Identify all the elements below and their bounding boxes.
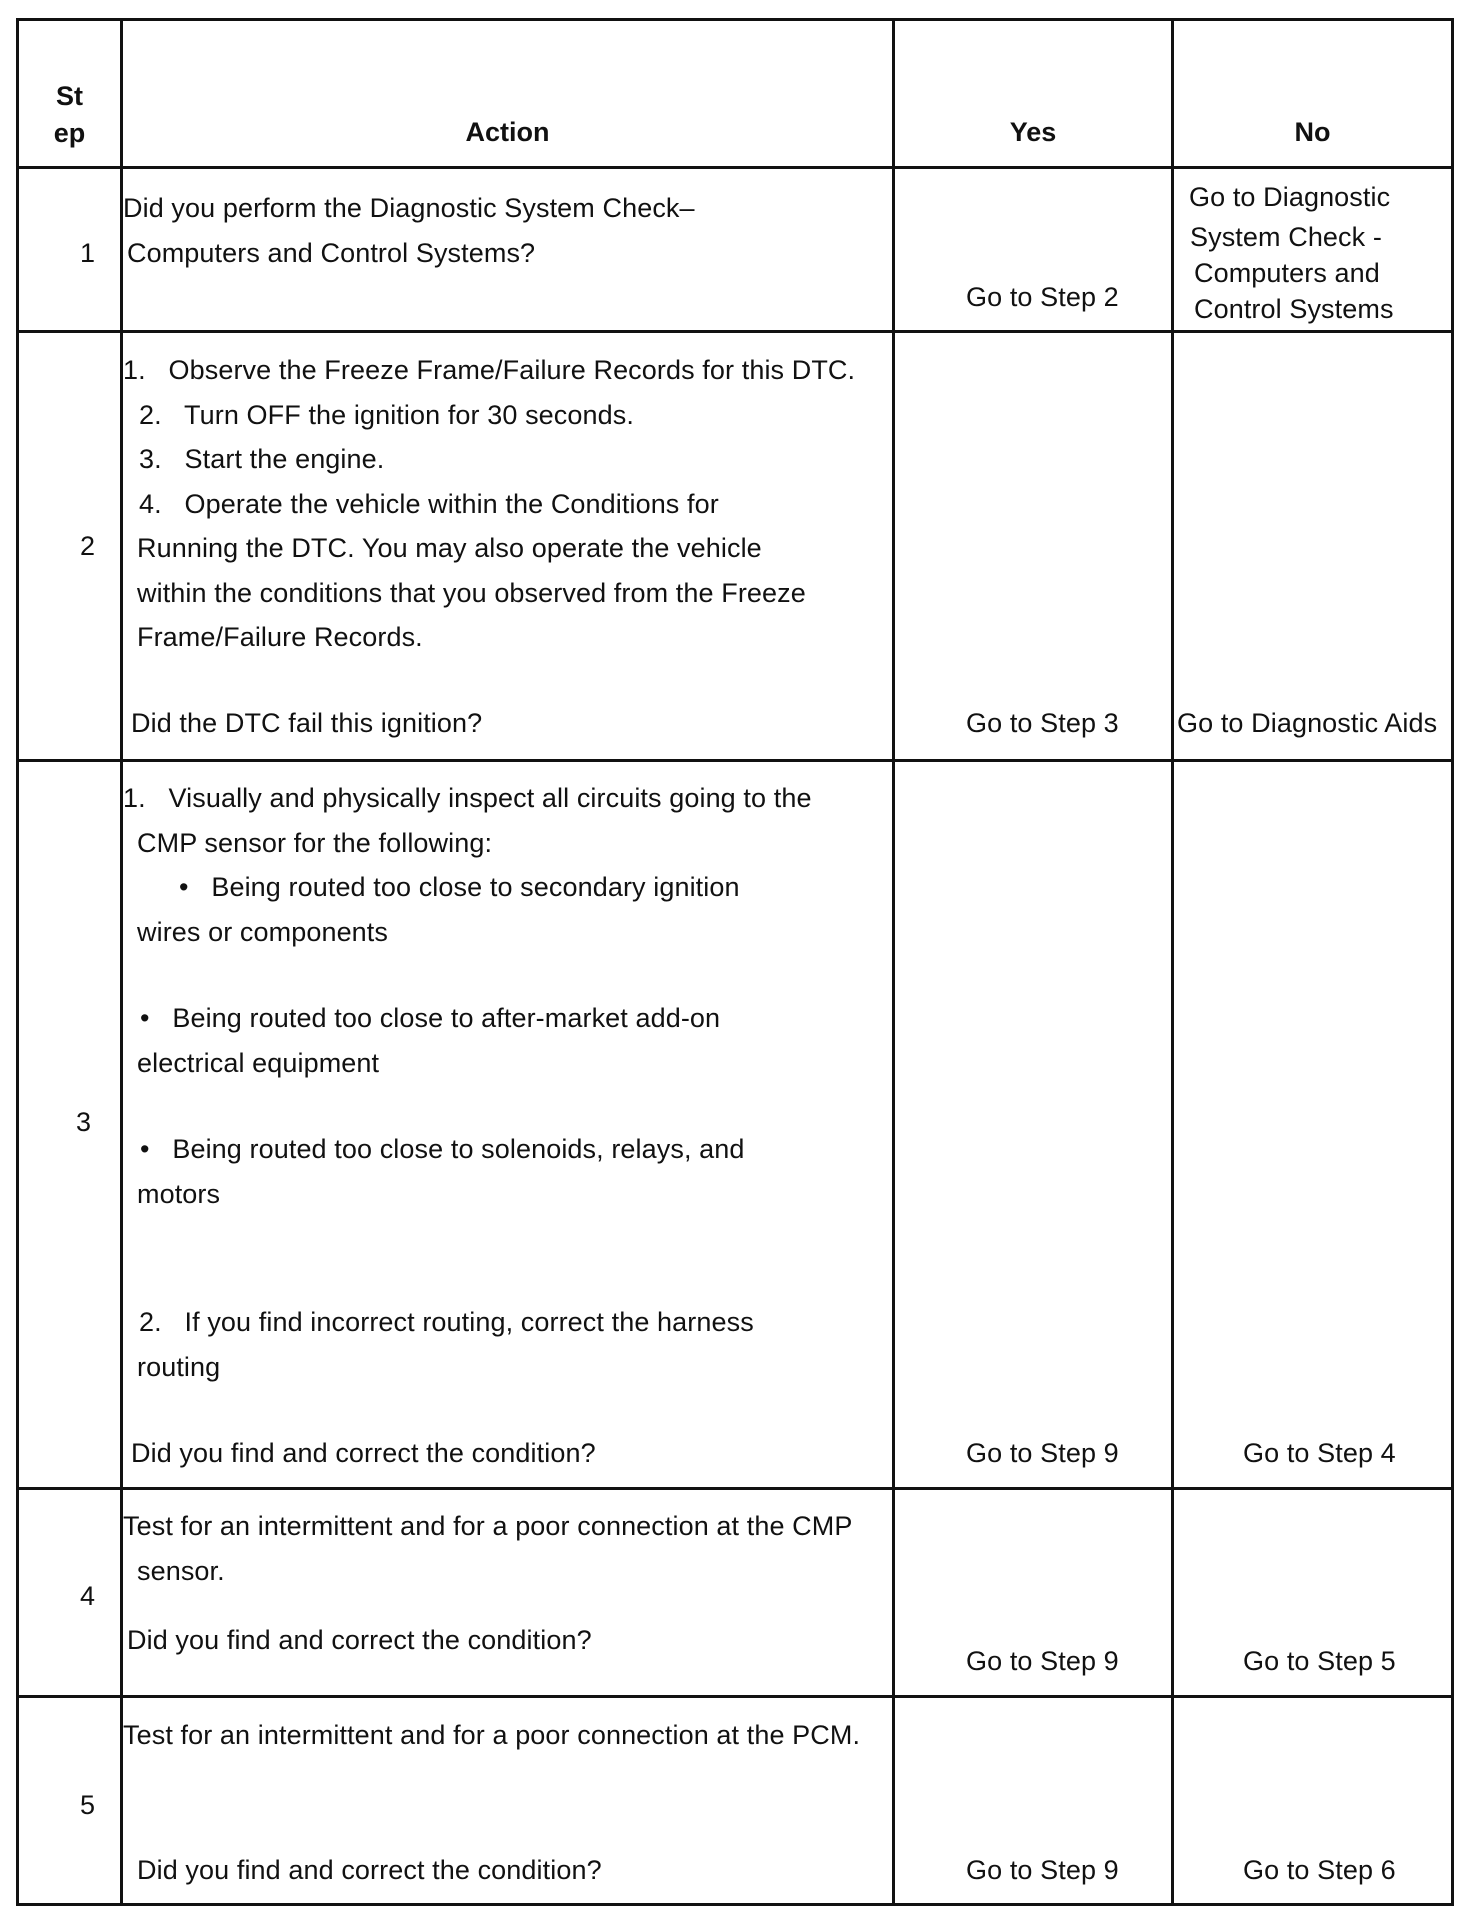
action-line: Computers and Control Systems? xyxy=(127,238,536,268)
no-result-line: System Check - xyxy=(1190,222,1382,252)
yes-result: Go to Step 2 xyxy=(966,282,1119,312)
action-line: within the conditions that you observed from the Freeze xyxy=(137,578,806,608)
no-result-line: Go to Diagnostic xyxy=(1189,182,1391,212)
yes-result: Go to Step 9 xyxy=(966,1855,1119,1885)
action-question: Did the DTC fail this ignition? xyxy=(131,708,483,738)
action-line: 2. If you find incorrect routing, correct the harness xyxy=(139,1307,754,1337)
header-action: Action xyxy=(465,117,550,147)
action-line: Test for an intermittent and for a poor connection at the PCM. xyxy=(123,1720,861,1750)
action-line: 3. Start the engine. xyxy=(139,444,385,474)
step-number: 5 xyxy=(80,1790,96,1820)
action-line: routing xyxy=(137,1352,221,1382)
action-line: wires or components xyxy=(137,917,389,947)
header-step xyxy=(19,78,120,152)
header-step-line1: St xyxy=(56,81,83,111)
step-number: 3 xyxy=(76,1107,92,1137)
action-question: Did you find and correct the condition? xyxy=(127,1625,592,1655)
no-result-line: Control Systems xyxy=(1194,294,1394,324)
step-number: 1 xyxy=(80,238,96,268)
action-line: • Being routed too close to solenoids, relays, and xyxy=(140,1134,745,1164)
action-line: sensor. xyxy=(137,1556,225,1586)
no-result-line: Computers and xyxy=(1194,258,1380,288)
yes-result: Go to Step 9 xyxy=(966,1646,1119,1676)
table-border-left xyxy=(16,18,19,1906)
header-no: No xyxy=(1294,117,1331,147)
no-result: Go to Step 4 xyxy=(1243,1438,1396,1468)
step-number: 4 xyxy=(80,1581,96,1611)
no-result: Go to Step 6 xyxy=(1243,1855,1396,1885)
action-line: Running the DTC. You may also operate the vehicle xyxy=(137,533,762,563)
action-question: Did you find and correct the condition? xyxy=(137,1855,602,1885)
table-border-top xyxy=(16,18,1454,21)
action-line: 2. Turn OFF the ignition for 30 seconds. xyxy=(139,400,634,430)
action-line: 1. Observe the Freeze Frame/Failure Records for this DTC. xyxy=(123,355,856,385)
action-line: Frame/Failure Records. xyxy=(137,622,423,652)
row-divider-1 xyxy=(16,330,1454,333)
header-step-line2: ep xyxy=(53,118,86,148)
action-line: Did you perform the Diagnostic System Check– xyxy=(123,193,695,223)
row-divider-3 xyxy=(16,1487,1454,1490)
action-line: 1. Visually and physically inspect all circuits going to the xyxy=(123,783,812,813)
action-line: • Being routed too close to secondary ignition xyxy=(179,872,740,902)
column-divider-action xyxy=(120,18,123,1906)
step-number: 2 xyxy=(80,531,96,561)
no-result: Go to Diagnostic Aids xyxy=(1177,708,1438,738)
row-divider-header xyxy=(16,166,1454,169)
action-line: electrical equipment xyxy=(137,1048,380,1078)
action-line: • Being routed too close to after-market add-on xyxy=(140,1003,721,1033)
action-line: CMP sensor for the following: xyxy=(137,828,493,858)
row-divider-2 xyxy=(16,759,1454,762)
column-divider-yes xyxy=(892,18,895,1906)
action-line: 4. Operate the vehicle within the Conditions for xyxy=(139,489,719,519)
table-border-bottom xyxy=(16,1903,1454,1906)
action-line: Test for an intermittent and for a poor connection at the CMP xyxy=(123,1511,853,1541)
column-divider-no xyxy=(1171,18,1174,1906)
header-yes: Yes xyxy=(1009,117,1057,147)
action-question: Did you find and correct the condition? xyxy=(131,1438,596,1468)
no-result: Go to Step 5 xyxy=(1243,1646,1396,1676)
yes-result: Go to Step 3 xyxy=(966,708,1119,738)
row-divider-4 xyxy=(16,1695,1454,1698)
table-border-right xyxy=(1451,18,1454,1906)
yes-result: Go to Step 9 xyxy=(966,1438,1119,1468)
action-line: motors xyxy=(137,1179,221,1209)
